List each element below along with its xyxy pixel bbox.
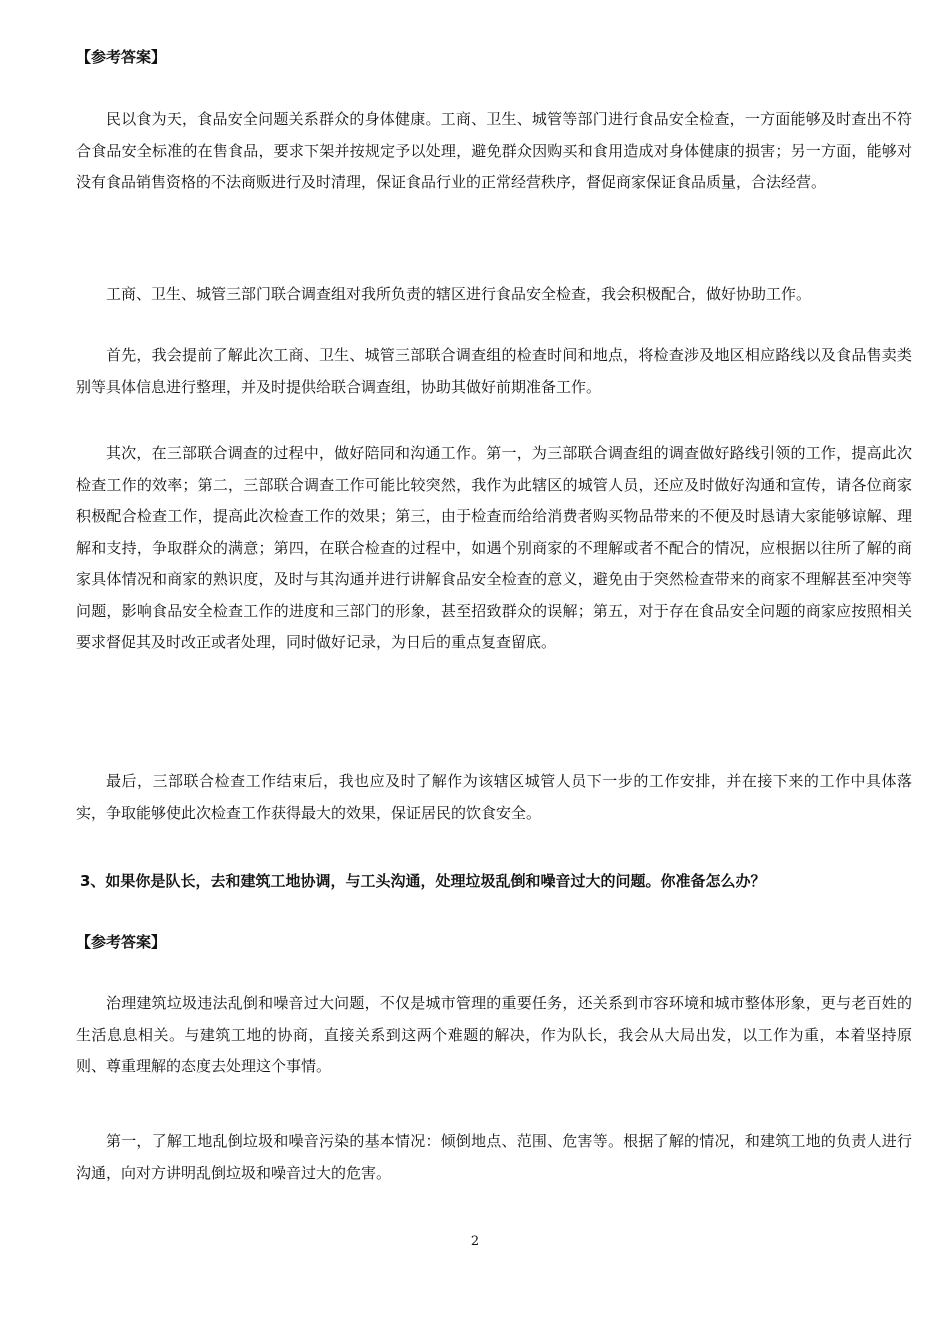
page-number: 2 xyxy=(470,1234,480,1249)
question-heading: 3、如果你是队长，去和建筑工地协调，与工头沟通，处理垃圾乱倒和噪音过大的问题。你准备怎么办？ xyxy=(80,872,766,890)
answer-label-2: 【参考答案】 xyxy=(76,933,167,951)
paragraph-construction-first: 第一，了解工地乱倒垃圾和噪音污染的基本情况：倾倒地点、范围、危害等。根据了解的情况，和建筑工地的负责人进行沟通，向对方讲明乱倒垃圾和噪音过大的危害。 xyxy=(76,1132,912,1182)
paragraph-food-safety-intro: 民以食为天，食品安全问题关系群众的身体健康。工商、卫生、城管等部门进行食品安全检查，一方面能够及时查出不符合食品安全标准的在售食品，要求下架并按规定予以处理，避免群众因购买和食用造成对身体健康的损害；另一方面，能够对没有食品销售资格的不法商贩进行及时清理，保证食品行业的正常经营秩序，督促商家保证食品质量，合法经营。 xyxy=(76,110,912,191)
paragraph-final-step: 最后，三部联合检查工作结束后，我也应及时了解作为该辖区城管人员下一步的工作安排，并在接下来的工作中具体落实，争取能够使此次检查工作获得最大的效果，保证居民的饮食安全。 xyxy=(76,772,912,822)
paragraph-construction-intro: 治理建筑垃圾违法乱倒和噪音过大问题，不仅是城市管理的重要任务，还关系到市容环境和城市整体形象，更与老百姓的生活息息相关。与建筑工地的协商，直接关系到这两个难题的解决，作为队长，我会从大局出发，以工作为重，本着坚持原则、尊重理解的态度去处理这个事情。 xyxy=(76,994,912,1075)
paragraph-second-step: 其次，在三部联合调查的过程中，做好陪同和沟通工作。第一，为三部联合调查组的调查做好路线引领的工作，提高此次检查工作的效率；第二，三部联合调查工作可能比较突然，我作为此辖区的城管人员，还应及时做好沟通和宣传，请各位商家积极配合检查工作，提高此次检查工作的效果；第三，由于检查而给给消费者购买物品带来的不便及时恳请大家能够谅解、理解和支持，争取群众的满意；第四，在联合检查的过程中，如遇个别商家的不理解或者不配合的情况，应根据以往所了解的商家具体情况和商家的熟识度，及时与其沟通并进行讲解食品安全检查的意义，避免由于突然检查带来的商家不理解甚至冲突等问题，影响食品安全检查工作的进度和三部门的形象，甚至招致群众的误解；第五，对于存在食品安全问题的商家应按照相关要求督促其及时改正或者处理，同时做好记录，为日后的重点复查留底。 xyxy=(76,444,912,651)
answer-label: 【参考答案】 xyxy=(76,48,167,66)
paragraph-first-step: 首先，我会提前了解此次工商、卫生、城管三部联合调查组的检查时间和地点，将检查涉及地区相应路线以及食品售卖类别等具体信息进行整理，并及时提供给联合调查组，协助其做好前期准备工作。 xyxy=(76,346,912,396)
paragraph-joint-inspection: 工商、卫生、城管三部门联合调查组对我所负责的辖区进行食品安全检查，我会积极配合，做好协助工作。 xyxy=(106,285,812,303)
